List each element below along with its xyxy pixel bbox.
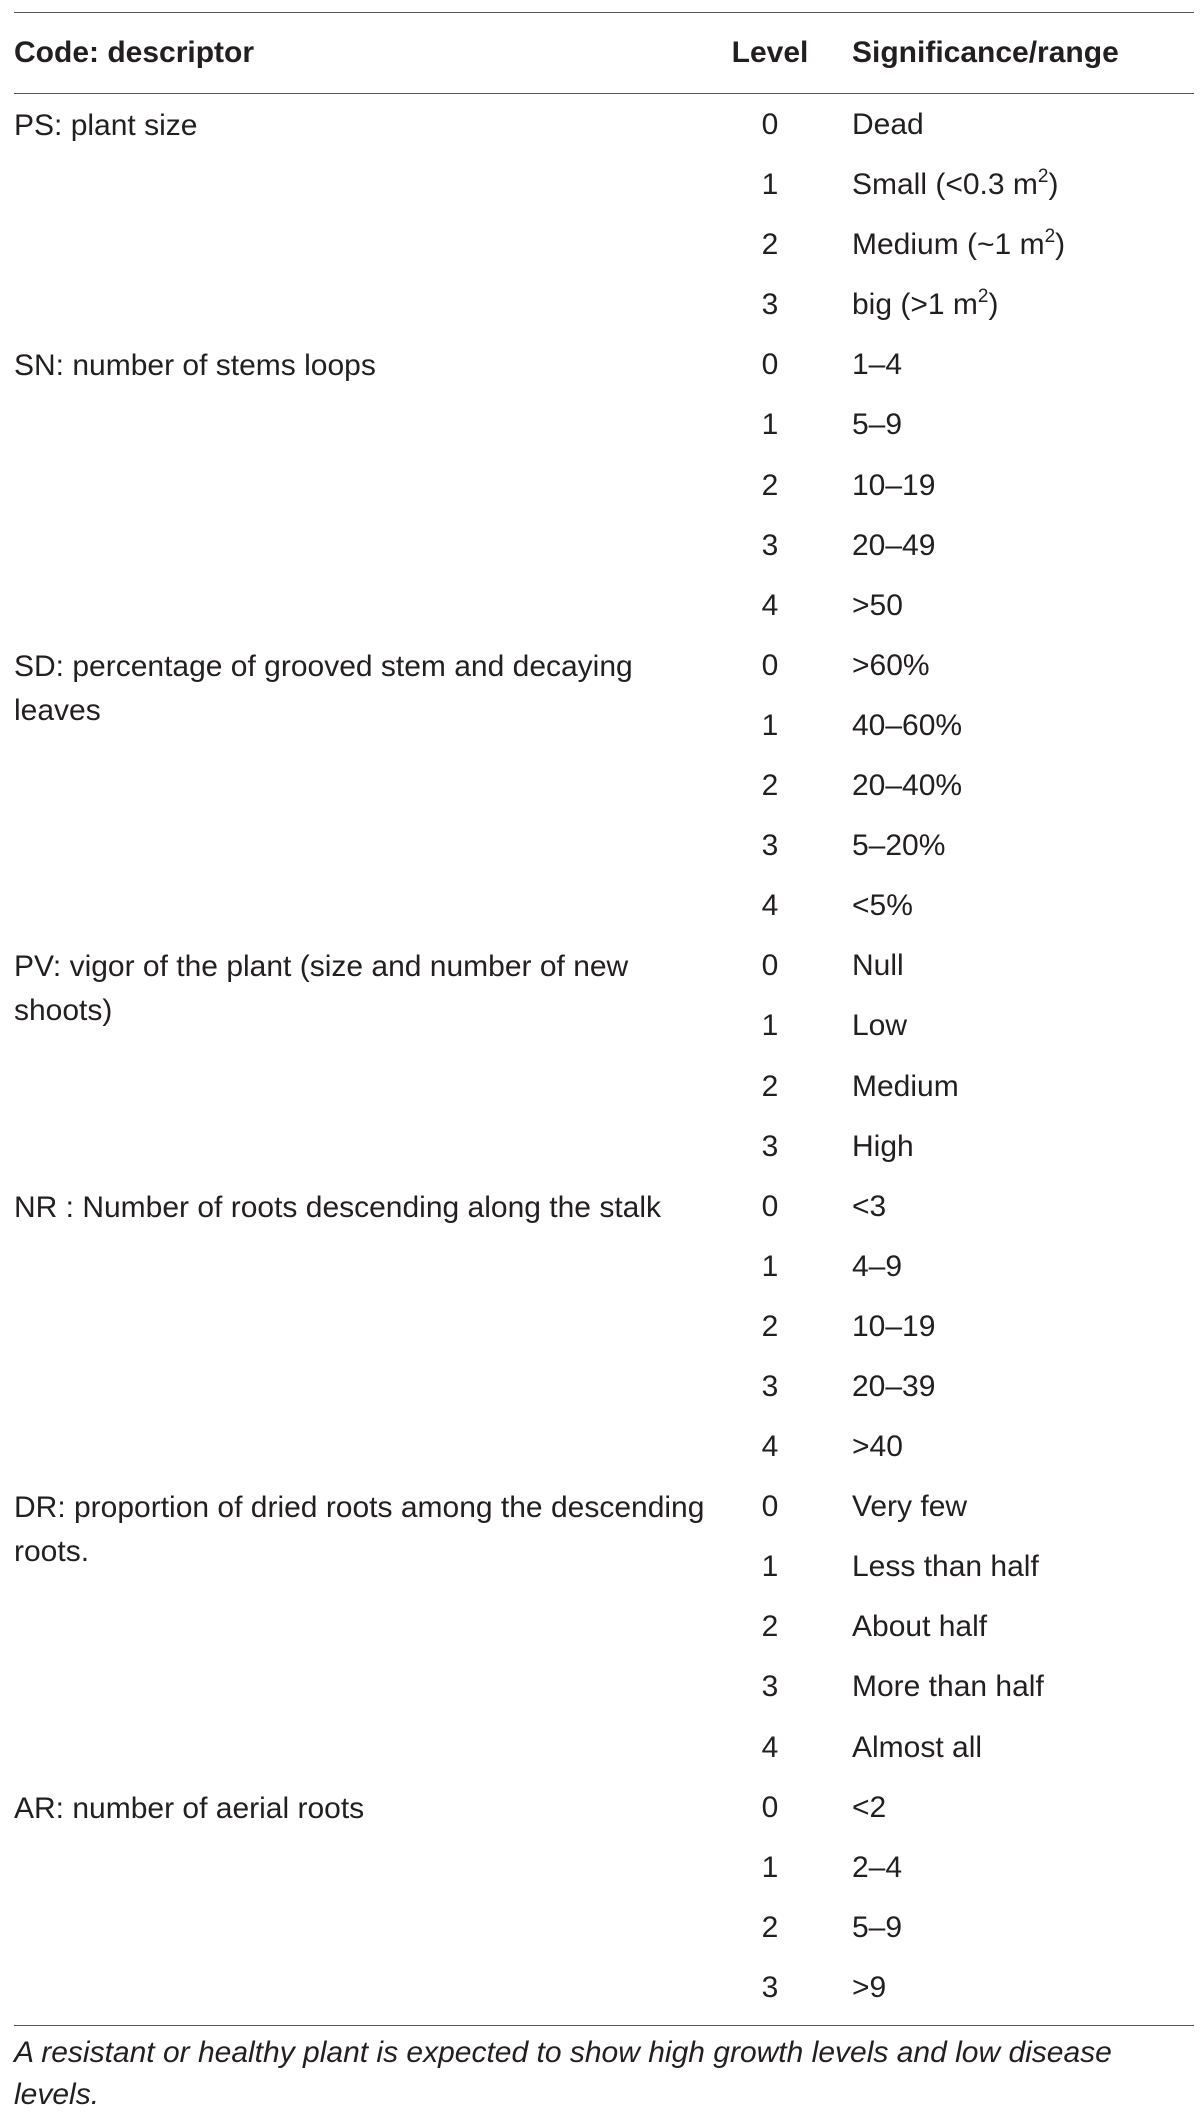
- significance-text: Very few: [852, 1490, 968, 1524]
- level-cell: 2: [761, 1309, 779, 1343]
- significance-cell: [844, 1660, 1194, 1720]
- significance-cell: [844, 218, 1194, 278]
- header-row: [14, 13, 1194, 94]
- descriptor-table-container: [14, 12, 1194, 2116]
- descriptor-cell: DR: proportion of dried roots among the descending roots.: [14, 1491, 705, 1569]
- significance-text: Low: [852, 1009, 908, 1043]
- significance-text: 20–40%: [852, 769, 963, 803]
- significance-cell: [844, 639, 1194, 699]
- significance-cell: [844, 1961, 1194, 2025]
- level-cell: 3: [761, 288, 779, 322]
- significance-text: Dead: [852, 108, 924, 141]
- significance-cell: [844, 1781, 1194, 1841]
- significance-text: Small (<0.3 m: [852, 168, 1038, 202]
- significance-text: 20–39: [852, 1369, 936, 1403]
- significance-text: Null: [852, 949, 904, 983]
- table-row: [14, 639, 1194, 699]
- level-cell: 3: [761, 829, 779, 863]
- header-descriptor: Code: descriptor: [14, 36, 255, 69]
- significance-text: >60%: [852, 648, 930, 682]
- descriptor-table: [14, 12, 1194, 2025]
- superscript-exponent: 2: [977, 286, 989, 308]
- table-footnote: A resistant or healthy plant is expected to show high growth levels and low disease levels.: [14, 2025, 1194, 2116]
- significance-text: <2: [852, 1790, 887, 1824]
- significance-cell: [844, 94, 1194, 159]
- significance-cell: [844, 579, 1194, 639]
- level-cell: 4: [761, 1730, 779, 1764]
- superscript-exponent: 2: [1037, 166, 1049, 188]
- descriptor-cell: AR: number of aerial roots: [14, 1791, 365, 1825]
- level-cell: 4: [761, 1430, 779, 1464]
- significance-cell: [844, 1240, 1194, 1300]
- significance-text: 5–9: [852, 408, 903, 442]
- significance-cell: [844, 398, 1194, 458]
- significance-cell: [844, 1120, 1194, 1180]
- significance-text: >50: [852, 588, 903, 622]
- significance-text: About half: [852, 1610, 988, 1644]
- significance-text: High: [852, 1129, 914, 1163]
- significance-text: >9: [852, 1970, 887, 2004]
- table-row: [14, 1480, 1194, 1540]
- significance-text: 2–4: [852, 1850, 903, 1884]
- header-significance: Significance/range: [852, 36, 1119, 69]
- significance-cell: [844, 1540, 1194, 1600]
- descriptor-cell: SN: number of stems loops: [14, 349, 376, 383]
- level-cell: 1: [761, 1850, 779, 1884]
- significance-cell: [844, 879, 1194, 939]
- level-cell: 0: [761, 1490, 779, 1524]
- level-cell: 4: [761, 588, 779, 622]
- significance-cell: [844, 819, 1194, 879]
- significance-text-tail: ): [988, 288, 999, 322]
- level-cell: 1: [761, 1009, 779, 1043]
- superscript-exponent: 2: [1044, 226, 1056, 248]
- significance-text: <3: [852, 1189, 887, 1223]
- level-cell: 3: [761, 1670, 779, 1704]
- header-level: Level: [731, 36, 809, 69]
- descriptor-cell: SD: percentage of grooved stem and decaying leaves: [14, 649, 633, 727]
- significance-cell: [844, 1901, 1194, 1961]
- level-cell: 2: [761, 468, 779, 502]
- descriptor-cell: PV: vigor of the plant (size and number of new shoots): [14, 950, 629, 1028]
- level-cell: 1: [761, 708, 779, 742]
- significance-cell: [844, 759, 1194, 819]
- level-cell: 3: [761, 1129, 779, 1163]
- table-row: [14, 939, 1194, 999]
- significance-text: Medium: [852, 1069, 959, 1103]
- level-cell: 0: [761, 949, 779, 983]
- significance-cell: [844, 1420, 1194, 1480]
- significance-text: big (>1 m: [852, 288, 978, 322]
- table-row: [14, 1180, 1194, 1240]
- level-cell: 2: [761, 1910, 779, 1944]
- significance-cell: [844, 1721, 1194, 1781]
- level-cell: 4: [761, 889, 779, 923]
- significance-text: 10–19: [852, 1309, 936, 1343]
- table-body: [14, 94, 1194, 2025]
- level-cell: 2: [761, 1610, 779, 1644]
- significance-cell: [844, 699, 1194, 759]
- significance-text-tail: ): [1048, 168, 1059, 202]
- descriptor-cell: PS: plant size: [14, 109, 198, 142]
- significance-text: Medium (~1 m: [852, 228, 1045, 262]
- significance-cell: [844, 1360, 1194, 1420]
- significance-cell: [844, 1060, 1194, 1120]
- level-cell: 2: [761, 1069, 779, 1103]
- significance-cell: [844, 158, 1194, 218]
- significance-text: Almost all: [852, 1730, 983, 1764]
- significance-cell: [844, 1600, 1194, 1660]
- significance-text: >40: [852, 1430, 903, 1464]
- level-cell: 2: [761, 228, 779, 262]
- significance-cell: [844, 519, 1194, 579]
- descriptor-cell: NR : Number of roots descending along the stalk: [14, 1190, 662, 1224]
- significance-cell: [844, 338, 1194, 398]
- significance-text: 20–49: [852, 528, 936, 562]
- table-row: [14, 1781, 1194, 1841]
- level-cell: 2: [761, 769, 779, 803]
- significance-cell: [844, 939, 1194, 999]
- significance-text: More than half: [852, 1670, 1044, 1704]
- significance-cell: [844, 1180, 1194, 1240]
- significance-text: Less than half: [852, 1550, 1039, 1584]
- significance-text-tail: ): [1055, 228, 1066, 262]
- table-row: [14, 338, 1194, 398]
- level-cell: 0: [761, 1790, 779, 1824]
- level-cell: 0: [761, 648, 779, 682]
- significance-text: 4–9: [852, 1249, 903, 1283]
- table-header: [14, 13, 1194, 94]
- level-cell: 0: [761, 108, 779, 141]
- significance-cell: [844, 278, 1194, 338]
- significance-text: 1–4: [852, 348, 903, 382]
- significance-text: 10–19: [852, 468, 936, 502]
- significance-text: 5–20%: [852, 829, 946, 863]
- significance-text: 5–9: [852, 1910, 903, 1944]
- level-cell: 0: [761, 1189, 779, 1223]
- significance-text: <5%: [852, 889, 913, 923]
- significance-cell: [844, 459, 1194, 519]
- significance-cell: [844, 1841, 1194, 1901]
- level-cell: 1: [761, 408, 779, 442]
- level-cell: 1: [761, 168, 779, 202]
- significance-cell: [844, 1300, 1194, 1360]
- significance-cell: [844, 1480, 1194, 1540]
- table-row: [14, 94, 1194, 159]
- level-cell: 3: [761, 1970, 779, 2004]
- level-cell: 3: [761, 1369, 779, 1403]
- significance-cell: [844, 999, 1194, 1059]
- level-cell: 1: [761, 1550, 779, 1584]
- level-cell: 3: [761, 528, 779, 562]
- level-cell: 1: [761, 1249, 779, 1283]
- level-cell: 0: [761, 348, 779, 382]
- significance-text: 40–60%: [852, 708, 963, 742]
